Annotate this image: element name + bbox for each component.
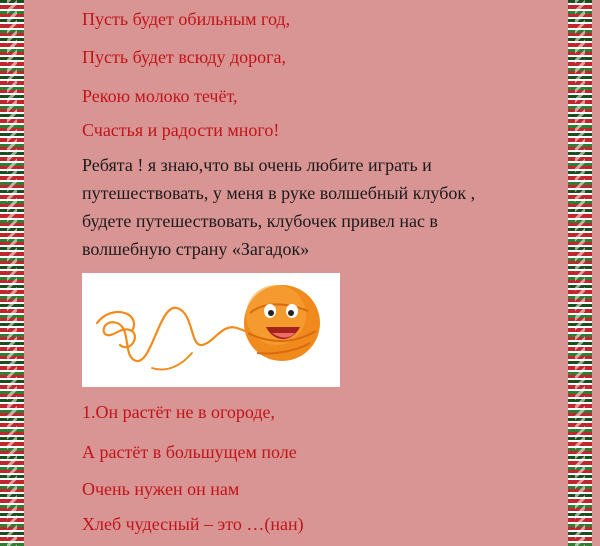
intro-line: будете путешествовать, клубочек привел нас в <box>82 211 438 231</box>
poem-line: Пусть будет обильным год, <box>82 9 291 29</box>
poem-line: Пусть будет всюду дорога, <box>82 47 287 67</box>
intro-line: волшебную страну «Загадок» <box>82 239 310 259</box>
riddle-line: Хлеб чудесный – это …(нан) <box>82 514 304 534</box>
right-decorative-border <box>568 0 592 546</box>
poem-line: Рекою молоко течёт, <box>82 86 238 106</box>
riddle-line: А растёт в большущем поле <box>82 442 297 462</box>
riddle-line: 1.Он растёт не в огороде, <box>82 402 276 422</box>
intro-line: Ребята ! я знаю,что вы очень любите играть и <box>82 155 432 175</box>
poem-line: Счастья и радости много! <box>82 120 280 140</box>
yarn-ball-image <box>82 273 340 387</box>
intro-line: путешествовать, у меня в руке волшебный клубок , <box>82 183 476 203</box>
left-decorative-border <box>0 0 24 546</box>
yarn-ball-illustration <box>82 273 340 387</box>
riddle-line: Очень нужен он нам <box>82 479 240 499</box>
